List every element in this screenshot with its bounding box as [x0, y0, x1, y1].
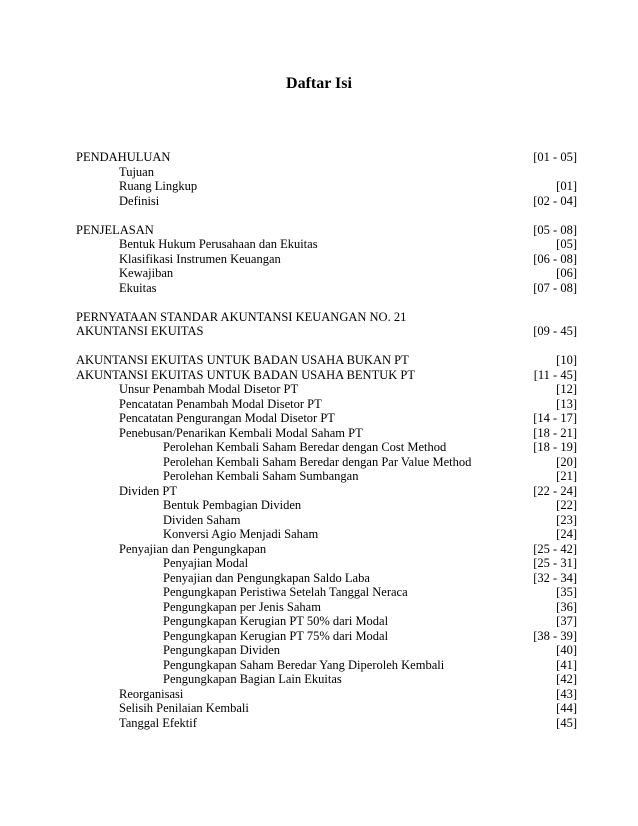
toc-paragraph-range: [40]	[556, 643, 577, 657]
toc-paragraph-range: [01 - 05]	[533, 150, 577, 164]
toc-subentry	[76, 600, 577, 615]
toc-section-entry	[76, 353, 577, 368]
section-spacer	[76, 208, 577, 223]
toc-paragraph-range: [20]	[556, 454, 577, 469]
toc-subentry	[76, 469, 577, 484]
toc-subentry	[76, 513, 577, 528]
toc-subentry	[76, 585, 577, 600]
toc-entry-label: Bentuk Hukum Perusahaan dan Ekuitas	[119, 237, 318, 251]
toc-entry-label: AKUNTANSI EKUITAS UNTUK BADAN USAHA BENTUK PT	[76, 367, 415, 382]
toc-paragraph-range: [11 - 45]	[533, 367, 577, 382]
toc-entry-label: Pencatatan Pengurangan Modal Disetor PT	[119, 411, 335, 425]
toc-paragraph-range: [22 - 24]	[533, 483, 577, 498]
toc-entry	[76, 716, 577, 731]
toc-paragraph-range: [21]	[556, 469, 577, 483]
toc-subentry	[76, 556, 577, 571]
toc-entry-label: Perolehan Kembali Saham Sumbangan	[163, 469, 359, 483]
toc-subentry	[76, 527, 577, 542]
toc-entry-label: Konversi Agio Menjadi Saham	[163, 527, 319, 541]
toc-section-entry	[76, 368, 577, 383]
toc-paragraph-range: [44]	[556, 701, 577, 715]
toc-entry-label: Pengungkapan per Jenis Saham	[163, 599, 321, 614]
toc-entry-label: Penebusan/Penarikan Kembali Modal Saham PT	[119, 425, 363, 440]
toc-subentry	[76, 614, 577, 629]
table-of-contents	[76, 150, 577, 730]
toc-entry	[76, 687, 577, 702]
toc-entry-label: Pengungkapan Saham Beredar Yang Diperoleh Kembali	[163, 657, 445, 672]
toc-paragraph-range: [10]	[556, 353, 577, 367]
toc-paragraph-range: [01]	[556, 179, 577, 193]
toc-paragraph-range: [41]	[556, 657, 577, 672]
toc-entry-label: Reorganisasi	[119, 686, 184, 701]
toc-paragraph-range: [12]	[556, 382, 577, 396]
toc-entry-label: AKUNTANSI EKUITAS UNTUK BADAN USAHA BUKAN PT	[76, 353, 409, 367]
toc-entry	[76, 281, 577, 296]
toc-paragraph-range: [13]	[556, 396, 577, 411]
toc-entry	[76, 179, 577, 194]
toc-paragraph-range: [32 - 34]	[533, 570, 577, 585]
toc-paragraph-range: [38 - 39]	[533, 628, 577, 643]
toc-entry-label: Pengungkapan Kerugian PT 50% dari Modal	[163, 614, 389, 628]
toc-entry-label: Bentuk Pembagian Dividen	[163, 498, 302, 512]
toc-entry	[76, 397, 577, 412]
toc-entry-label: Pengungkapan Kerugian PT 75% dari Modal	[163, 628, 389, 643]
toc-entry	[76, 701, 577, 716]
toc-entry-label: PENDAHULUAN	[76, 150, 171, 164]
toc-entry-label: PENJELASAN	[76, 222, 154, 237]
toc-entry-label: Dividen Saham	[163, 512, 241, 527]
toc-paragraph-range: [43]	[556, 686, 577, 701]
toc-subentry	[76, 498, 577, 513]
toc-entry	[76, 252, 577, 267]
toc-paragraph-range: [06 - 08]	[533, 251, 577, 266]
toc-entry-label: PERNYATAAN STANDAR AKUNTANSI KEUANGAN NO. 21	[76, 309, 407, 324]
toc-subentry	[76, 571, 577, 586]
toc-section-entry	[76, 324, 577, 339]
toc-entry-label: Definisi	[119, 193, 160, 208]
toc-paragraph-range: [05]	[556, 237, 577, 251]
toc-paragraph-range: [02 - 04]	[533, 193, 577, 208]
toc-entry-label: Pengungkapan Dividen	[163, 643, 280, 657]
toc-entry	[76, 484, 577, 499]
toc-subentry	[76, 658, 577, 673]
toc-paragraph-range: [35]	[556, 585, 577, 599]
toc-entry-label: Tujuan	[119, 164, 154, 179]
toc-entry	[76, 542, 577, 557]
toc-entry-label: Pengungkapan Bagian Lain Ekuitas	[163, 672, 342, 686]
toc-paragraph-range: [06]	[556, 266, 577, 280]
toc-paragraph-range: [25 - 42]	[533, 541, 577, 556]
toc-paragraph-range: [05 - 08]	[533, 222, 577, 237]
toc-entry-label: Kewajiban	[119, 266, 174, 280]
toc-entry-label: Tanggal Efektif	[119, 715, 197, 730]
toc-section-entry	[76, 223, 577, 238]
toc-entry-label: AKUNTANSI EKUITAS	[76, 324, 204, 338]
toc-entry	[76, 411, 577, 426]
toc-entry-label: Penyajian dan Pengungkapan	[119, 541, 267, 556]
toc-paragraph-range: [22]	[556, 498, 577, 512]
toc-paragraph-range: [36]	[556, 599, 577, 614]
toc-entry-label: Pengungkapan Peristiwa Setelah Tanggal Neraca	[163, 585, 408, 599]
toc-entry-label: Dividen PT	[119, 483, 177, 498]
toc-entry-label: Pencatatan Penambah Modal Disetor PT	[119, 396, 322, 411]
toc-entry	[76, 426, 577, 441]
toc-paragraph-range: [42]	[556, 672, 577, 686]
toc-subentry	[76, 629, 577, 644]
toc-subentry	[76, 643, 577, 658]
toc-entry-label: Ruang Lingkup	[119, 179, 198, 193]
toc-entry-label: Ekuitas	[119, 280, 157, 295]
toc-paragraph-range: [09 - 45]	[533, 324, 577, 338]
toc-entry-label: Perolehan Kembali Saham Beredar dengan Par Value Method	[163, 454, 472, 469]
toc-paragraph-range: [45]	[556, 715, 577, 730]
section-spacer	[76, 339, 577, 354]
toc-section-entry	[76, 310, 577, 325]
toc-paragraph-range: [18 - 21]	[533, 425, 577, 440]
toc-paragraph-range: [25 - 31]	[533, 556, 577, 570]
toc-subentry	[76, 455, 577, 470]
toc-entry-label: Perolehan Kembali Saham Beredar dengan Cost Method	[163, 440, 447, 454]
toc-entry-label: Klasifikasi Instrumen Keuangan	[119, 251, 281, 266]
toc-section-entry	[76, 150, 577, 165]
toc-entry	[76, 266, 577, 281]
toc-entry	[76, 382, 577, 397]
section-spacer	[76, 295, 577, 310]
toc-entry-label: Penyajian dan Pengungkapan Saldo Laba	[163, 570, 370, 585]
toc-subentry	[76, 440, 577, 455]
toc-paragraph-range: [24]	[556, 527, 577, 541]
toc-paragraph-range: [07 - 08]	[533, 280, 577, 295]
toc-subentry	[76, 672, 577, 687]
toc-entry-label: Unsur Penambah Modal Disetor PT	[119, 382, 299, 396]
toc-entry	[76, 165, 577, 180]
toc-paragraph-range: [18 - 19]	[533, 440, 577, 454]
toc-paragraph-range: [14 - 17]	[533, 411, 577, 425]
toc-entry	[76, 237, 577, 252]
toc-entry	[76, 194, 577, 209]
toc-entry-label: Penyajian Modal	[163, 556, 249, 570]
toc-paragraph-range: [37]	[556, 614, 577, 628]
page-title: Daftar Isi	[286, 75, 352, 92]
toc-paragraph-range: [23]	[556, 512, 577, 527]
toc-entry-label: Selisih Penilaian Kembali	[119, 701, 249, 715]
